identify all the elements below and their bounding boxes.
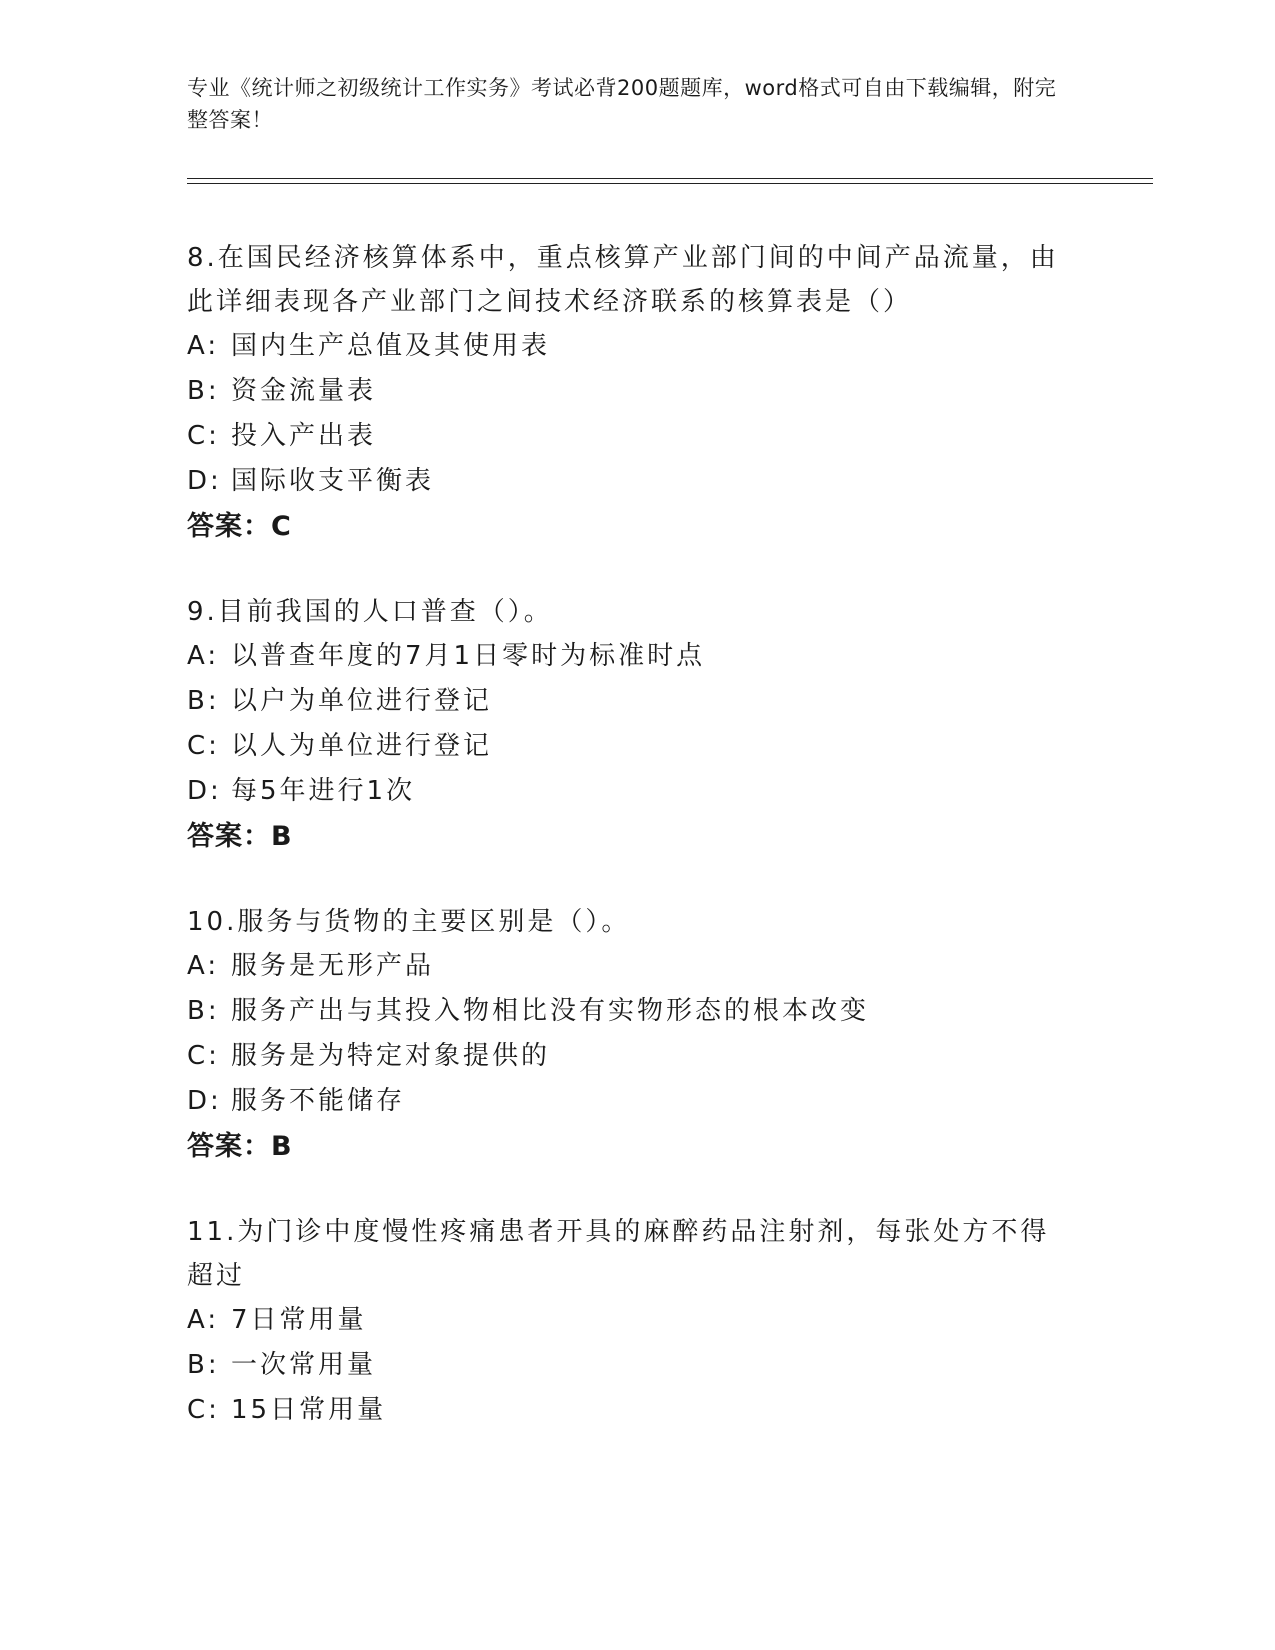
option-d xyxy=(187,459,1087,504)
question-stem: 11.为门诊中度慢性疼痛患者开具的麻醉药品注射剂，每张处方不得超过 xyxy=(187,1217,1050,1291)
question-list xyxy=(187,236,1087,1473)
option-text: 一次常用量 xyxy=(231,1350,377,1380)
question-9 xyxy=(187,590,1087,860)
option-key: D: xyxy=(187,776,222,806)
option-text: 服务不能储存 xyxy=(231,1086,406,1116)
header-divider-bottom xyxy=(187,183,1153,184)
question-8 xyxy=(187,236,1087,550)
option-key: D: xyxy=(187,466,222,496)
option-text: 每5年进行1次 xyxy=(231,776,416,806)
option-text: 国内生产总值及其使用表 xyxy=(231,331,551,361)
option-key: A: xyxy=(187,331,220,361)
option-text: 服务是无形产品 xyxy=(231,951,435,981)
option-a xyxy=(187,1298,1087,1343)
option-key: A: xyxy=(187,1305,220,1335)
option-text: 服务是为特定对象提供的 xyxy=(231,1041,551,1071)
question-stem: 8.在国民经济核算体系中，重点核算产业部门间的中间产品流量，由此详细表现各产业部门之间技术经济联系的核算表是（） xyxy=(187,243,1059,317)
option-text: 国际收支平衡表 xyxy=(231,466,435,496)
option-b xyxy=(187,989,1087,1034)
option-c xyxy=(187,414,1087,459)
option-key: B: xyxy=(187,996,220,1026)
option-key: C: xyxy=(187,1395,220,1425)
option-d xyxy=(187,1079,1087,1124)
option-c xyxy=(187,1388,1087,1433)
option-key: D: xyxy=(187,1086,222,1116)
option-b xyxy=(187,1343,1087,1388)
question-stem: 9.目前我国的人口普查（）。 xyxy=(187,597,553,627)
option-a xyxy=(187,634,1087,679)
option-text: 15日常用量 xyxy=(231,1395,387,1425)
option-key: C: xyxy=(187,421,220,451)
option-text: 以户为单位进行登记 xyxy=(231,686,493,716)
document-header: 专业《统计师之初级统计工作实务》考试必背200题题库，word格式可自由下载编辑，附完整答案！ xyxy=(187,76,1057,132)
option-text: 资金流量表 xyxy=(231,376,377,406)
question-10 xyxy=(187,900,1087,1170)
option-key: C: xyxy=(187,731,220,761)
option-key: A: xyxy=(187,951,220,981)
option-text: 服务产出与其投入物相比没有实物形态的根本改变 xyxy=(231,996,870,1026)
option-text: 以普查年度的7月1日零时为标准时点 xyxy=(231,641,706,671)
option-a xyxy=(187,944,1087,989)
question-11 xyxy=(187,1210,1087,1433)
option-key: B: xyxy=(187,1350,220,1380)
option-key: B: xyxy=(187,376,220,406)
option-c xyxy=(187,724,1087,769)
answer-line: 答案：B xyxy=(187,821,293,852)
answer-line: 答案：C xyxy=(187,511,292,542)
option-a xyxy=(187,324,1087,369)
option-b xyxy=(187,679,1087,724)
header-divider-top xyxy=(187,178,1153,179)
option-text: 7日常用量 xyxy=(231,1305,367,1335)
option-b xyxy=(187,369,1087,414)
option-d xyxy=(187,769,1087,814)
option-c xyxy=(187,1034,1087,1079)
answer-line: 答案：B xyxy=(187,1131,293,1162)
option-key: B: xyxy=(187,686,220,716)
option-text: 以人为单位进行登记 xyxy=(231,731,493,761)
option-key: C: xyxy=(187,1041,220,1071)
question-stem: 10.服务与货物的主要区别是（）。 xyxy=(187,907,631,937)
option-text: 投入产出表 xyxy=(231,421,377,451)
option-key: A: xyxy=(187,641,220,671)
